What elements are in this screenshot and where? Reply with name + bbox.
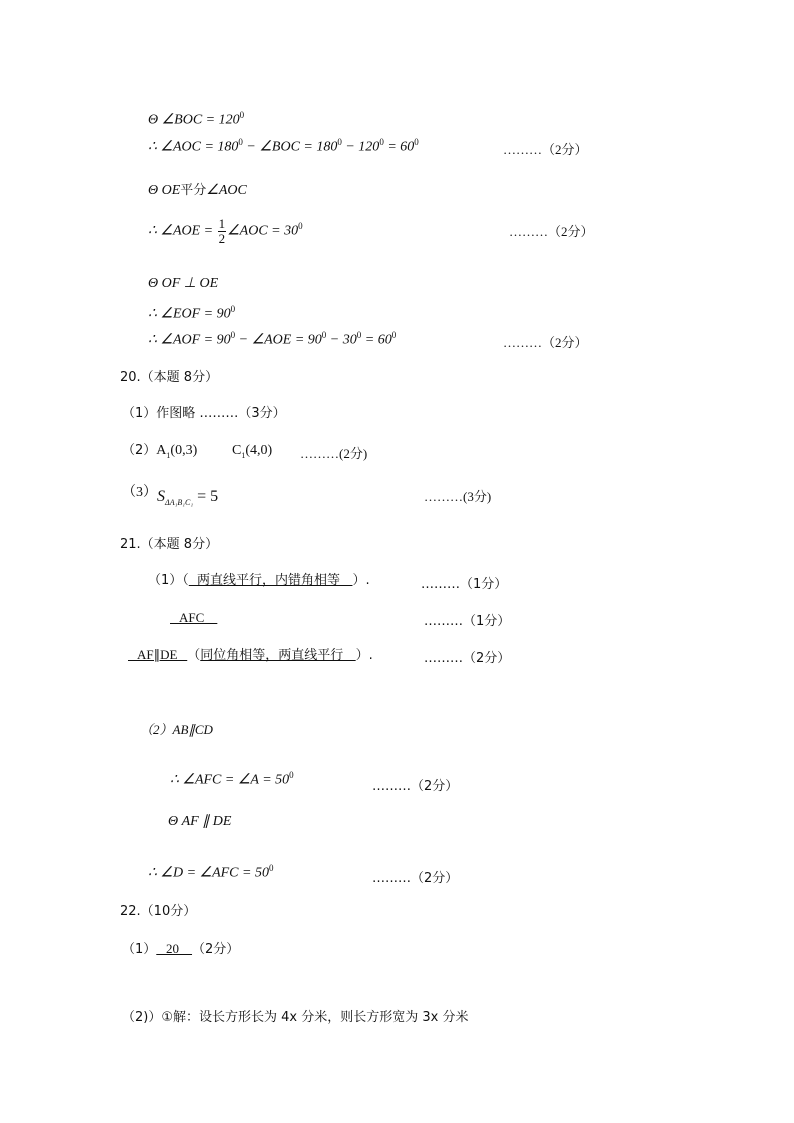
q22-part-2: （2)）①解：设长方形长为 4x 分米，则长方形宽为 3x 分米 <box>122 1010 469 1025</box>
q20-score-3: ………(3分) <box>424 489 492 504</box>
q21-part-2-line-2: Θ AF ∥ DE <box>168 814 232 829</box>
q19-score-3: ………（2分） <box>503 335 588 350</box>
q20-part-3-area: $S_{\Delta A_1B_1C_1} = 5$ <box>157 488 219 508</box>
q21-score-5: ………（2分） <box>372 871 459 886</box>
q22-part-1: （1） 20 （2分） <box>122 941 240 957</box>
q21-score-1: ………（1分） <box>421 577 508 592</box>
q21-part-1c: AF∥DE （同位角相等，两直线平行 ）. <box>128 647 373 663</box>
fraction-one-half: $\frac{1}{2}$ <box>218 215 226 246</box>
q21-header: 21.（本题 8分） <box>120 537 219 552</box>
q20-score-2: ………(2分) <box>300 446 368 461</box>
q19-line-2: ∴ ∠AOC = $180^0$ − ∠BOC = $180^0 - 120^0 = 60^0$ <box>148 137 419 155</box>
q21-part-2-line-1: ∴ ∠AFC = ∠A = $50^0$ <box>170 770 294 788</box>
q20-part-3-label: （3） <box>122 485 157 500</box>
q19-line-4: ∴ ∠AOE = $\frac{1}{2}$ ∠AOC = $30^0$ <box>148 215 303 246</box>
q19-line-1: Θ ∠BOC = $120^0$ <box>148 110 245 128</box>
q20-header: 20.（本题 8分） <box>120 370 219 385</box>
q20-part-2-c1: $C_1(4,0)$ <box>232 443 273 460</box>
q22-header: 22.（10分） <box>120 904 197 919</box>
q19-score-1: ………（2分） <box>503 142 588 157</box>
q21-part-2-line-3: ∴ ∠D = ∠AFC = $50^0$ <box>148 863 274 881</box>
q19-score-2: ………（2分） <box>509 224 594 239</box>
q21-score-2: ………（1分） <box>424 614 511 629</box>
q19-line-5: Θ OF ⊥ OE <box>148 276 219 291</box>
q21-score-3: ………（2分） <box>424 651 511 666</box>
q21-score-4: ………（2分） <box>372 779 459 794</box>
q20-part-1: （1）作图略 ………（3分） <box>122 406 286 421</box>
q19-line-6: ∴ ∠EOF = $90^0$ <box>148 304 236 322</box>
q19-line-7: ∴ ∠AOF = $90^0$ − ∠AOE = $90^0 - 30^0 = 60^0$ <box>148 330 397 348</box>
q21-part-1: （1）（ 两直线平行，内错角相等 ）. <box>148 573 370 588</box>
q21-blank-afc: AFC <box>170 610 218 625</box>
q21-part-2: （2）AB∥CD <box>140 722 213 737</box>
q19-line-3: Θ OE平分∠AOC <box>148 183 247 198</box>
q20-part-2: $(2)A_1(0,3)$ <box>122 443 198 460</box>
